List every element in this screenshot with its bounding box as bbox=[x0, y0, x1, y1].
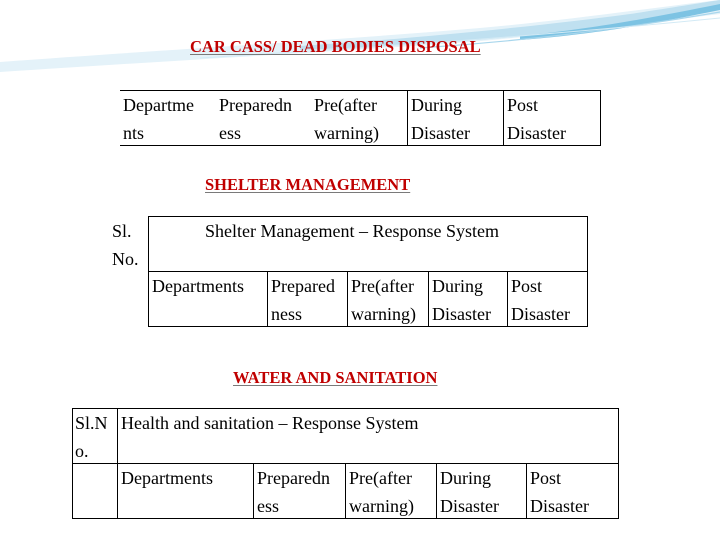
column-header-post-disaster: Post bbox=[507, 95, 539, 115]
column-header-preparedness-cont: ess bbox=[257, 496, 279, 516]
section-heading-shelter: SHELTER MANAGEMENT bbox=[205, 175, 411, 194]
column-header-during-disaster: During bbox=[411, 95, 462, 115]
column-header-departments: Departme bbox=[123, 95, 194, 115]
column-header-post-disaster: Post bbox=[511, 276, 543, 296]
column-header-during-disaster: During bbox=[440, 468, 491, 488]
column-header-pre-warning: Pre(after bbox=[351, 276, 414, 296]
column-header-pre-warning-cont: warning) bbox=[349, 496, 414, 516]
sl-no-label-cont: o. bbox=[75, 441, 89, 461]
column-header-post-disaster-cont: Disaster bbox=[530, 496, 589, 516]
column-header-during-disaster-cont: Disaster bbox=[411, 123, 470, 143]
column-header-departments: Departments bbox=[121, 468, 213, 488]
section-heading-water-sanitation: WATER AND SANITATION bbox=[233, 368, 438, 387]
sl-no-label-cont: No. bbox=[112, 249, 139, 269]
column-header-preparedness: Preparedn bbox=[219, 95, 292, 115]
column-header-pre-warning-cont: warning) bbox=[314, 123, 379, 143]
column-header-preparedness: Preparedn bbox=[257, 468, 330, 488]
column-header-preparedness-cont: ess bbox=[219, 123, 241, 143]
column-header-pre-warning-cont: warning) bbox=[351, 304, 416, 324]
sl-no-label: Sl.N bbox=[75, 413, 108, 433]
column-header-during-disaster-cont: Disaster bbox=[440, 496, 499, 516]
column-header-pre-warning: Pre(after bbox=[314, 95, 377, 115]
column-header-post-disaster-cont: Disaster bbox=[511, 304, 570, 324]
column-header-post-disaster: Post bbox=[530, 468, 562, 488]
table-caption-sanitation: Health and sanitation – Response System bbox=[121, 413, 419, 433]
column-header-post-disaster-cont: Disaster bbox=[507, 123, 566, 143]
column-header-during-disaster: During bbox=[432, 276, 483, 296]
column-header-departments-cont: nts bbox=[123, 123, 145, 143]
column-header-pre-warning: Pre(after bbox=[349, 468, 412, 488]
section-heading-carcass: CAR CASS/ DEAD BODIES DISPOSAL bbox=[190, 37, 481, 56]
column-header-preparedness: Prepared bbox=[271, 276, 335, 296]
column-header-during-disaster-cont: Disaster bbox=[432, 304, 491, 324]
column-header-preparedness-cont: ness bbox=[271, 304, 302, 324]
table-caption-shelter: Shelter Management – Response System bbox=[205, 221, 499, 241]
column-header-departments: Departments bbox=[152, 276, 244, 296]
sl-no-label: Sl. bbox=[112, 221, 132, 241]
